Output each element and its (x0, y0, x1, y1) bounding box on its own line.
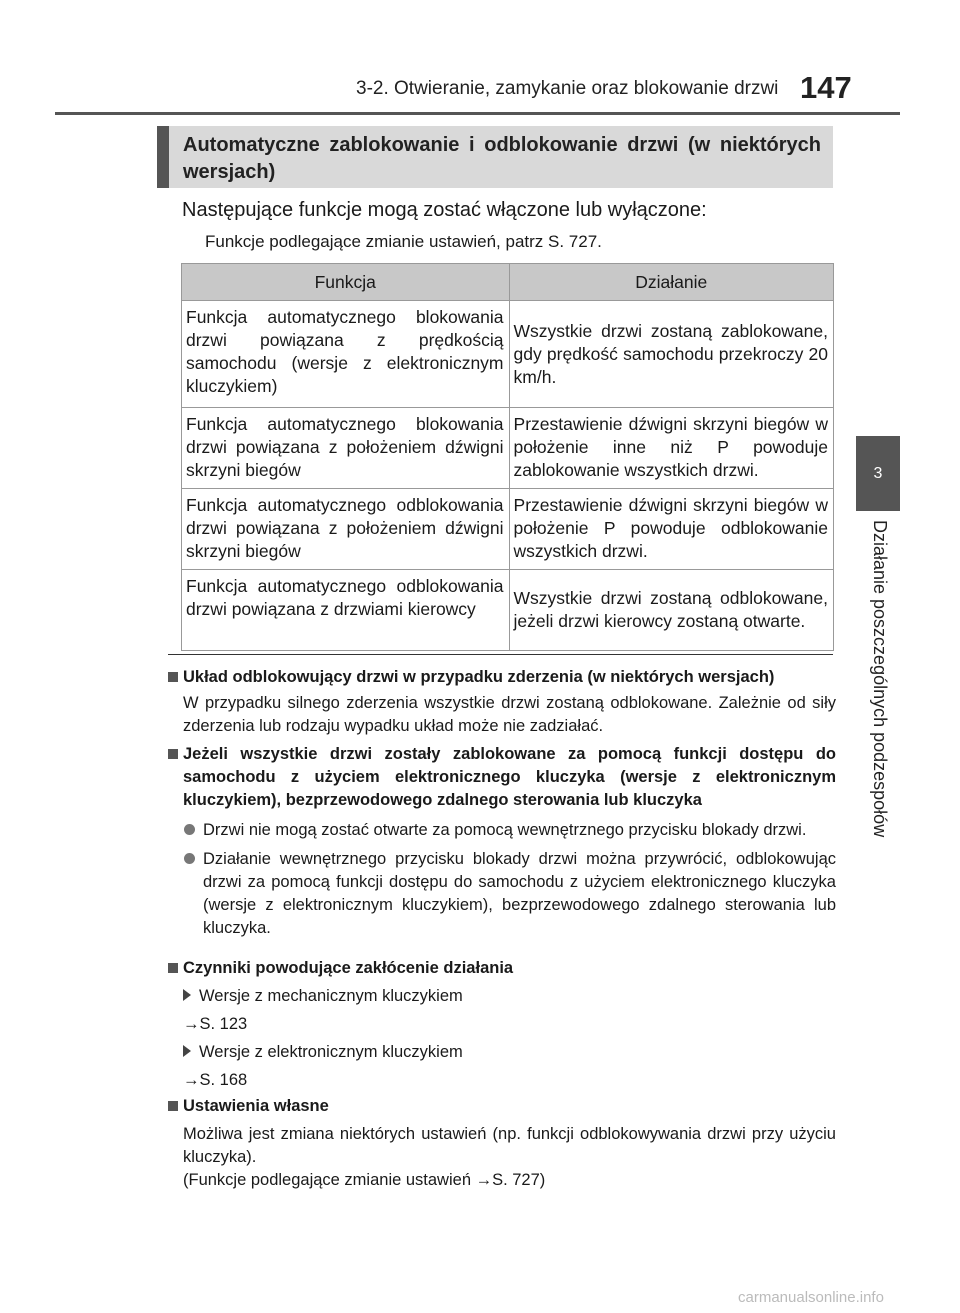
table-cell-action: Przestawienie dźwigni skrzyni biegów w położenie inne niż P powoduje zablokowanie wszystkich drzwi. (509, 408, 833, 489)
table-cell-function: Funkcja automatycznego odblokowania drzwi powiązana z drzwiami kierowcy (182, 570, 510, 651)
header-divider (55, 112, 900, 115)
table-row (182, 570, 834, 651)
page-reference-link[interactable]: →S. 168 (183, 1071, 248, 1089)
note-custom-settings (168, 1095, 836, 1192)
chapter-tab[interactable]: 3 (856, 436, 900, 511)
table-cell-function: Funkcja automatycznego blokowania drzwi powiązana z prędkością samochodu (wersje z elektronicznym kluczykiem) (182, 301, 510, 408)
note-crash-heading: Układ odblokowujący drzwi w przypadku zderzenia (w niektórych wersjach) (168, 666, 836, 689)
intro-subtext: Funkcje podlegające zmianie ustawień, patrz S. 727. (205, 232, 602, 251)
page-number: 147 (800, 70, 852, 105)
chapter-title: 3-2. Otwieranie, zamykanie oraz blokowanie drzwi (356, 78, 779, 99)
note-all-locked (168, 743, 836, 940)
note-crash (168, 666, 836, 738)
circle-bullet-icon (184, 853, 195, 864)
table-cell-function: Funkcja automatycznego blokowania drzwi powiązana z położeniem dźwigni skrzyni biegów (182, 408, 510, 489)
notes-divider (168, 654, 833, 655)
note-custom-text-ref: (Funkcje podlegające zmianie ustawień →S. 727) (183, 1171, 546, 1189)
note-interference (168, 957, 836, 1092)
triangle-bullet-icon (183, 989, 191, 1001)
square-bullet-icon (168, 749, 178, 759)
square-bullet-icon (168, 672, 178, 682)
note-all-locked-heading: Jeżeli wszystkie drzwi zostały zablokowane za pomocą funkcji dostępu do samochodu z użyciem elektronicznego kluczyka (wersje z elektronicznym kluczykiem), bezprzewodowego zdalnego sterowania lub kluczyka (168, 743, 836, 812)
intro-text: Następujące funkcje mogą zostać włączone lub wyłączone: (182, 199, 707, 221)
table-cell-function: Funkcja automatycznego odblokowania drzwi powiązana z położeniem dźwigni skrzyni biegów (182, 489, 510, 570)
square-bullet-icon (168, 963, 178, 973)
chapter-side-label-text: Działanie poszczególnych podzespołów (869, 520, 890, 838)
variant-item: Wersje z mechanicznym kluczykiem (168, 985, 836, 1008)
note-bullet: Działanie wewnętrznego przycisku blokady drzwi można przywrócić, odblokowując drzwi za pomocą funkcji dostępu do samochodu z użyciem elektronicznego kluczyka (wersje z elektronicznym kluczykiem), bezprzewodowego zdalnego sterowania lub kluczyka. (168, 848, 836, 940)
table-cell-action: Wszystkie drzwi zostaną zablokowane, gdy prędkość samochodu przekroczy 20 km/h. (509, 301, 833, 408)
table-row (182, 408, 834, 489)
note-crash-text: W przypadku silnego zderzenia wszystkie drzwi zostaną odblokowane. Zależnie od siły zderzenia lub rodzaju wypadku układ może nie zadziałać. (183, 694, 836, 735)
table-row (182, 301, 834, 408)
chapter-side-label (855, 520, 900, 940)
table-row (182, 489, 834, 570)
table-cell-action: Przestawienie dźwigni skrzyni biegów w położenie P powoduje odblokowanie wszystkich drzwi. (509, 489, 833, 570)
watermark: carmanualsonline.info (738, 1289, 884, 1306)
note-bullet: Drzwi nie mogą zostać otwarte za pomocą wewnętrznego przycisku blokady drzwi. (168, 819, 836, 842)
table-header-function: Funkcja (182, 264, 510, 301)
square-bullet-icon (168, 1101, 178, 1111)
functions-table (181, 263, 834, 651)
note-custom-heading: Ustawienia własne (168, 1095, 836, 1118)
circle-bullet-icon (184, 824, 195, 835)
table-cell-action: Wszystkie drzwi zostaną odblokowane, jeżeli drzwi kierowcy zostaną otwarte. (509, 570, 833, 651)
triangle-bullet-icon (183, 1045, 191, 1057)
note-custom-text: Możliwa jest zmiana niektórych ustawień (np. funkcji odblokowywania drzwi przy użyciu kluczyka). (183, 1125, 836, 1166)
variant-item: Wersje z elektronicznym kluczykiem (168, 1041, 836, 1064)
page-reference-link[interactable]: →S. 123 (183, 1015, 248, 1033)
section-heading: Automatyczne zablokowanie i odblokowanie drzwi (w niektórych wersjach) (157, 126, 833, 188)
table-header-row (182, 264, 834, 301)
table-header-action: Działanie (509, 264, 833, 301)
note-interference-heading: Czynniki powodujące zakłócenie działania (168, 957, 836, 980)
